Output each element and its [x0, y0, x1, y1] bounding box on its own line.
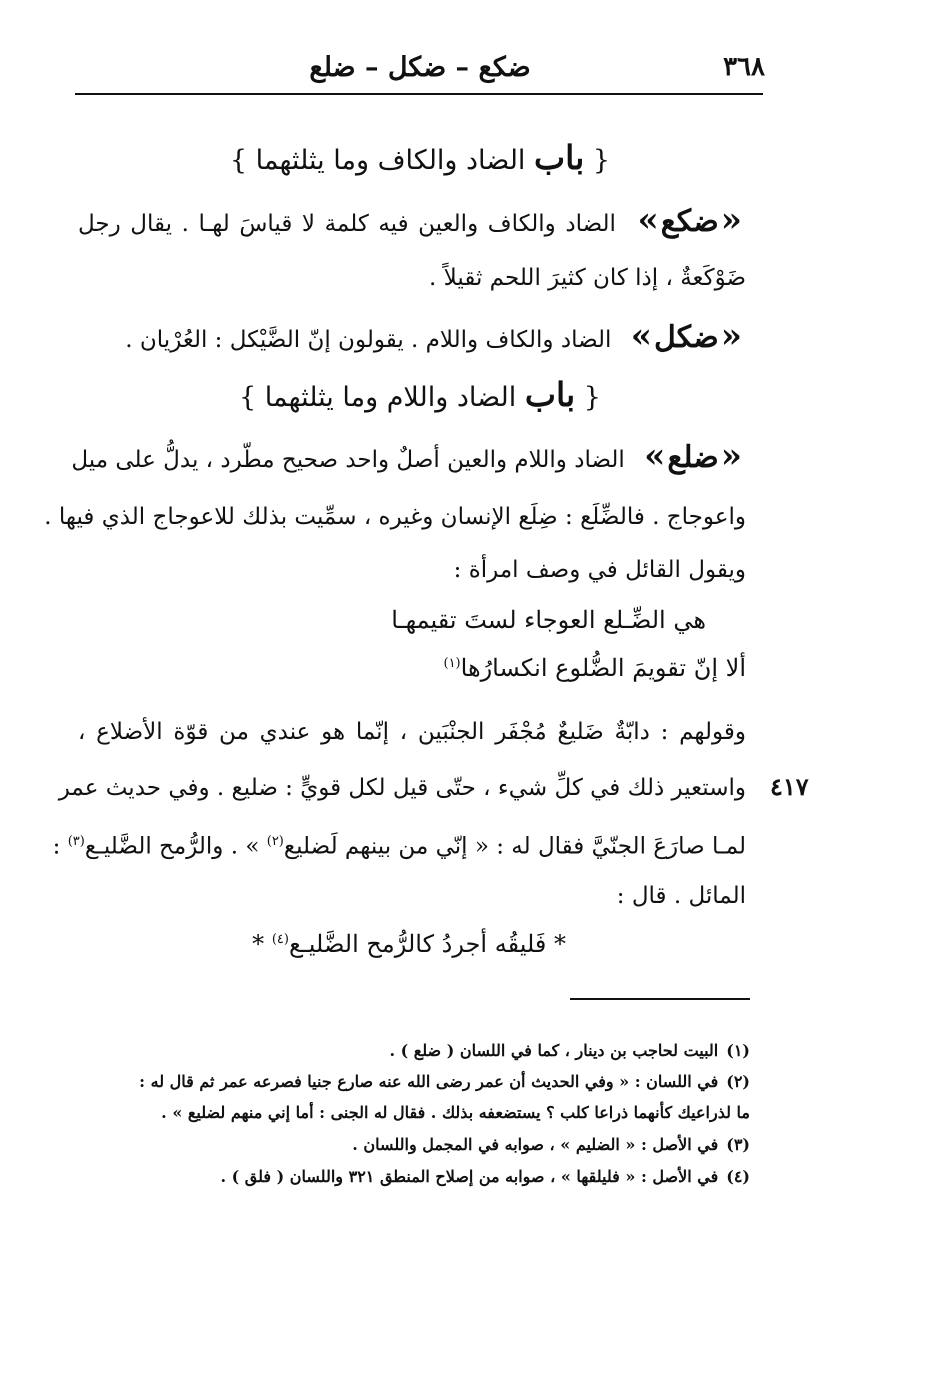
verse-line — [252, 930, 566, 958]
entry-text: لمـا صارَعَ الجنّيَّ فقال له : « إنّي من بينهم لَضليع — [283, 833, 746, 860]
footnote-ref: (٢) — [266, 834, 284, 849]
entry-headword: « ضكع » — [633, 200, 746, 242]
footnote-text: البيت لحاجب بن دينار ، كما في اللسان ( ضلع ) . — [389, 1041, 719, 1060]
entry-text: ضَوْكَعةٌ ، إذا كان كثيرَ اللحم ثقيلاً . — [429, 265, 746, 291]
verse-text: * — [252, 930, 272, 958]
page-number: ٣٦٨ — [723, 52, 765, 82]
bracket-close: } — [229, 145, 256, 176]
chapter-bab: باب — [524, 375, 576, 414]
entry-text: » . والرُّمح الضَّليـع — [84, 833, 267, 860]
page-header — [75, 52, 765, 92]
entry-text: الضاد والكاف والعين فيه كلمة لا قياسَ لهـا . يقال رجل — [78, 211, 616, 237]
bracket-open: { — [584, 145, 611, 176]
footnote-ref: (٣) — [67, 834, 85, 849]
verse-text: ألا إنّ تقويمَ الضُّلوع انكسارُها — [460, 654, 746, 682]
chapter-title: الضاد والكاف وما يثلثهما — [255, 145, 526, 176]
footnote — [78, 1162, 750, 1192]
bracket-open: { — [575, 382, 601, 413]
footnote-ref: (١) — [443, 656, 461, 671]
entry-paragraph-line — [78, 200, 746, 244]
footnote-divider — [570, 998, 750, 1000]
entry-headword: « ضلع » — [640, 436, 746, 478]
entry-text: الضاد واللام والعين أصلٌ واحد صحيح مطّرد ، يدلُّ على ميل — [71, 447, 625, 473]
footnote — [78, 1130, 750, 1160]
header-divider — [75, 93, 763, 95]
entry-paragraph-line — [78, 258, 746, 298]
entry-text: واستعير ذلك في كلِّ شيء ، حتّى قيل لكل قويٍّ : ضليع . وفي حديث عمر — [58, 775, 746, 801]
bracket-close: } — [239, 382, 265, 413]
footnote — [78, 1067, 750, 1097]
verse-line — [391, 606, 706, 634]
footnote-text: ما لذراعيك كأنهما ذراعا كلب ؟ يستضعفه بذلك . فقال له الجنى : أما إني منهم لضليع » . — [161, 1103, 750, 1122]
entry-text: الضاد والكاف واللام . يقولون إنّ الضَّيْكل : العُرْيان . — [125, 327, 612, 353]
entry-paragraph-line — [71, 436, 746, 480]
verse-text: * فَليقُه أجردُ كالرُّمح الضَّليـع — [288, 930, 566, 958]
chapter-heading — [75, 138, 765, 177]
entry-paragraph-line — [44, 497, 746, 537]
footnote-text: في الأصل : « الضليم » ، صوابه في المجمل واللسان . — [352, 1135, 719, 1154]
footnote-number: (١) — [726, 1041, 750, 1060]
running-head: ضكع – ضكل – ضلع — [309, 52, 531, 83]
entry-headword: « ضكل » — [627, 316, 746, 358]
footnote-ref: (٤) — [271, 932, 289, 947]
entry-paragraph-line — [78, 712, 746, 752]
footnote-number: (٢) — [726, 1072, 750, 1091]
footnote-number: (٤) — [726, 1167, 750, 1186]
footnote — [78, 1036, 750, 1066]
chapter-heading — [75, 375, 765, 414]
footnote — [78, 1098, 750, 1128]
footnote-number: (٣) — [726, 1135, 750, 1154]
footnote-text: في الأصل : « فليلقها » ، صوابه من إصلاح المنطق ٣٢١ واللسان ( فلق ) . — [220, 1167, 719, 1186]
chapter-title: الضاد واللام وما يثلثهما — [264, 382, 517, 413]
margin-number: ٤١٧ — [770, 772, 809, 801]
entry-text: وقولهم : دابّةٌ ضَليعٌ مُجْفَر الجنْبَين ، إنّما هو عندي من قوّة الأضلاع ، — [78, 719, 746, 745]
verse-line — [443, 654, 746, 682]
entry-text: واعوجاج . فالضِّلَع : ضِلَع الإنسان وغيره ، سمِّيت بذلك للاعوجاج الذي فيها . — [44, 504, 746, 530]
entry-text: المائل . قال : — [616, 883, 746, 909]
chapter-bab: باب — [534, 138, 585, 177]
entry-text: ويقول القائل في وصف امرأة : — [453, 557, 746, 583]
entry-paragraph-line — [78, 550, 746, 590]
entry-text: : — [52, 833, 68, 860]
entry-paragraph-line — [58, 768, 746, 808]
entry-paragraph-line — [78, 876, 746, 916]
verse-text: هي الضِّـلع العوجاء لستَ تقيمهـا — [391, 606, 706, 634]
footnote-text: في اللسان : « وفي الحديث أن عمر رضى الله عنه صارع جنيا فصرعه عمر ثم قال له : — [139, 1072, 719, 1091]
entry-paragraph-line — [52, 822, 746, 867]
entry-paragraph-line — [78, 316, 746, 360]
